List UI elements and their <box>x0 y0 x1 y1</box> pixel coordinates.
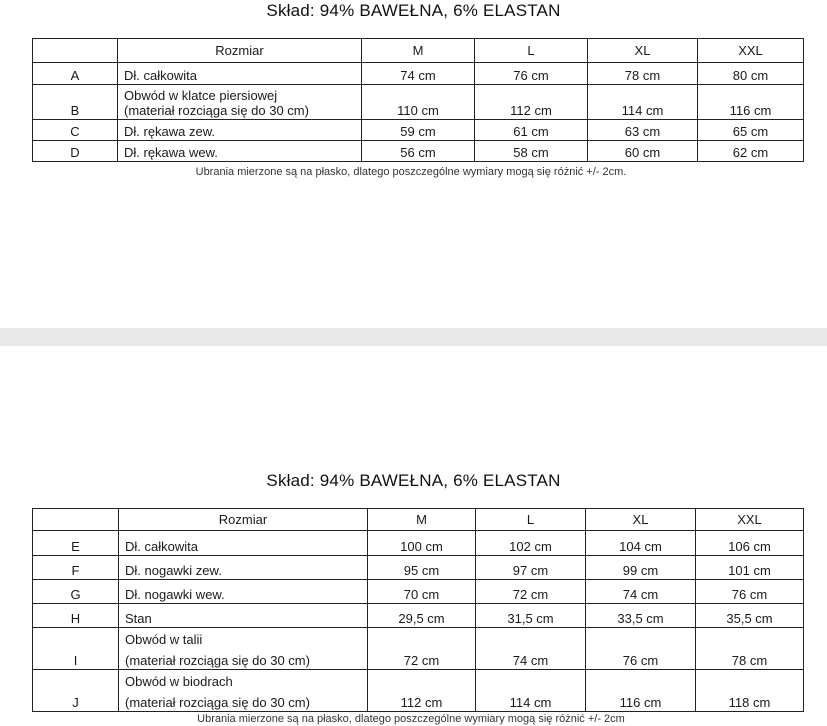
value-cell: 74 cm <box>362 63 475 85</box>
bottom-measurement-note: Ubrania mierzone są na płasko, dlatego poszczególne wymiary mogą się różnić +/- 2cm <box>197 713 625 725</box>
row-param <box>118 120 362 141</box>
row-code: A <box>33 63 118 85</box>
header-cell <box>33 509 119 531</box>
header-cell: XXL <box>696 509 804 531</box>
header-cell: Rozmiar <box>119 509 368 531</box>
value-cell: 65 cm <box>698 120 804 141</box>
value-cell: 29,5 cm <box>368 604 476 628</box>
table-row <box>33 556 804 580</box>
value-cell: 78 cm <box>696 628 804 670</box>
row-code: H <box>33 604 119 628</box>
value-cell: 106 cm <box>696 531 804 556</box>
value-cell: 114 cm <box>476 670 586 712</box>
value-cell: 76 cm <box>586 628 696 670</box>
top-table-title: Skład: 94% BAWEŁNA, 6% ELASTAN <box>266 1 561 20</box>
row-code: J <box>33 670 119 712</box>
row-param <box>119 670 368 712</box>
value-cell: 59 cm <box>362 120 475 141</box>
param-line: (materiał rozciąga się do 30 cm) <box>125 653 310 668</box>
row-param <box>118 85 362 120</box>
value-cell: 80 cm <box>698 63 804 85</box>
value-cell: 72 cm <box>368 628 476 670</box>
header-cell: XXL <box>698 39 804 63</box>
header-cell: M <box>368 509 476 531</box>
header-cell: L <box>476 509 586 531</box>
value-cell: 104 cm <box>586 531 696 556</box>
value-cell: 70 cm <box>368 580 476 604</box>
row-param <box>119 556 368 580</box>
value-cell: 58 cm <box>475 141 588 162</box>
value-cell: 118 cm <box>696 670 804 712</box>
value-cell: 56 cm <box>362 141 475 162</box>
param-line: Stan <box>125 611 152 626</box>
value-cell: 62 cm <box>698 141 804 162</box>
row-code: F <box>33 556 119 580</box>
row-param <box>119 580 368 604</box>
header-cell: XL <box>586 509 696 531</box>
value-cell: 76 cm <box>696 580 804 604</box>
bottom-table-title: Skład: 94% BAWEŁNA, 6% ELASTAN <box>266 471 561 490</box>
table-row <box>33 670 804 712</box>
table-row <box>33 628 804 670</box>
value-cell: 33,5 cm <box>586 604 696 628</box>
value-cell: 31,5 cm <box>476 604 586 628</box>
param-line: Obwód w klatce piersiowej <box>124 88 278 103</box>
row-code: G <box>33 580 119 604</box>
param-line: (materiał rozciąga się do 30 cm) <box>124 103 309 118</box>
value-cell: 78 cm <box>588 63 698 85</box>
value-cell: 74 cm <box>476 628 586 670</box>
table-row <box>33 85 804 120</box>
value-cell: 112 cm <box>475 85 588 120</box>
row-param <box>119 604 368 628</box>
param-line: Obwód w biodrach <box>125 674 233 689</box>
row-param <box>119 628 368 670</box>
row-code: I <box>33 628 119 670</box>
header-cell <box>33 39 118 63</box>
value-cell: 99 cm <box>586 556 696 580</box>
row-param <box>119 531 368 556</box>
param-line: Dł. nogawki wew. <box>125 587 225 602</box>
header-cell: L <box>475 39 588 63</box>
value-cell: 35,5 cm <box>696 604 804 628</box>
param-line: Dł. rękawa wew. <box>124 145 218 160</box>
value-cell: 114 cm <box>588 85 698 120</box>
header-row <box>33 509 804 531</box>
table-row <box>33 580 804 604</box>
value-cell: 100 cm <box>368 531 476 556</box>
param-line: Dł. całkowita <box>125 539 198 554</box>
table-row <box>33 63 804 85</box>
table-row <box>33 604 804 628</box>
row-code: C <box>33 120 118 141</box>
table-row <box>33 531 804 556</box>
row-code: E <box>33 531 119 556</box>
table-row <box>33 141 804 162</box>
value-cell: 97 cm <box>476 556 586 580</box>
header-cell: Rozmiar <box>118 39 362 63</box>
value-cell: 74 cm <box>586 580 696 604</box>
value-cell: 63 cm <box>588 120 698 141</box>
bottom-size-table <box>32 508 804 712</box>
value-cell: 116 cm <box>698 85 804 120</box>
row-code: B <box>33 85 118 120</box>
value-cell: 60 cm <box>588 141 698 162</box>
header-cell: XL <box>588 39 698 63</box>
row-param <box>118 141 362 162</box>
header-row <box>33 39 804 63</box>
value-cell: 112 cm <box>368 670 476 712</box>
param-line: Obwód w talii <box>125 632 203 647</box>
value-cell: 116 cm <box>586 670 696 712</box>
section-divider <box>0 328 827 346</box>
header-cell: M <box>362 39 475 63</box>
value-cell: 110 cm <box>362 85 475 120</box>
row-param <box>118 63 362 85</box>
top-measurement-note: Ubrania mierzone są na płasko, dlatego poszczególne wymiary mogą się różnić +/- 2cm. <box>195 166 627 178</box>
param-line: Dł. nogawki zew. <box>125 563 222 578</box>
value-cell: 76 cm <box>475 63 588 85</box>
param-line: (materiał rozciąga się do 30 cm) <box>125 695 310 710</box>
table-row <box>33 120 804 141</box>
param-line: Dł. rękawa zew. <box>124 124 216 139</box>
top-size-table <box>32 38 804 162</box>
value-cell: 61 cm <box>475 120 588 141</box>
value-cell: 102 cm <box>476 531 586 556</box>
value-cell: 95 cm <box>368 556 476 580</box>
value-cell: 72 cm <box>476 580 586 604</box>
row-code: D <box>33 141 118 162</box>
param-line: Dł. całkowita <box>124 68 197 83</box>
value-cell: 101 cm <box>696 556 804 580</box>
